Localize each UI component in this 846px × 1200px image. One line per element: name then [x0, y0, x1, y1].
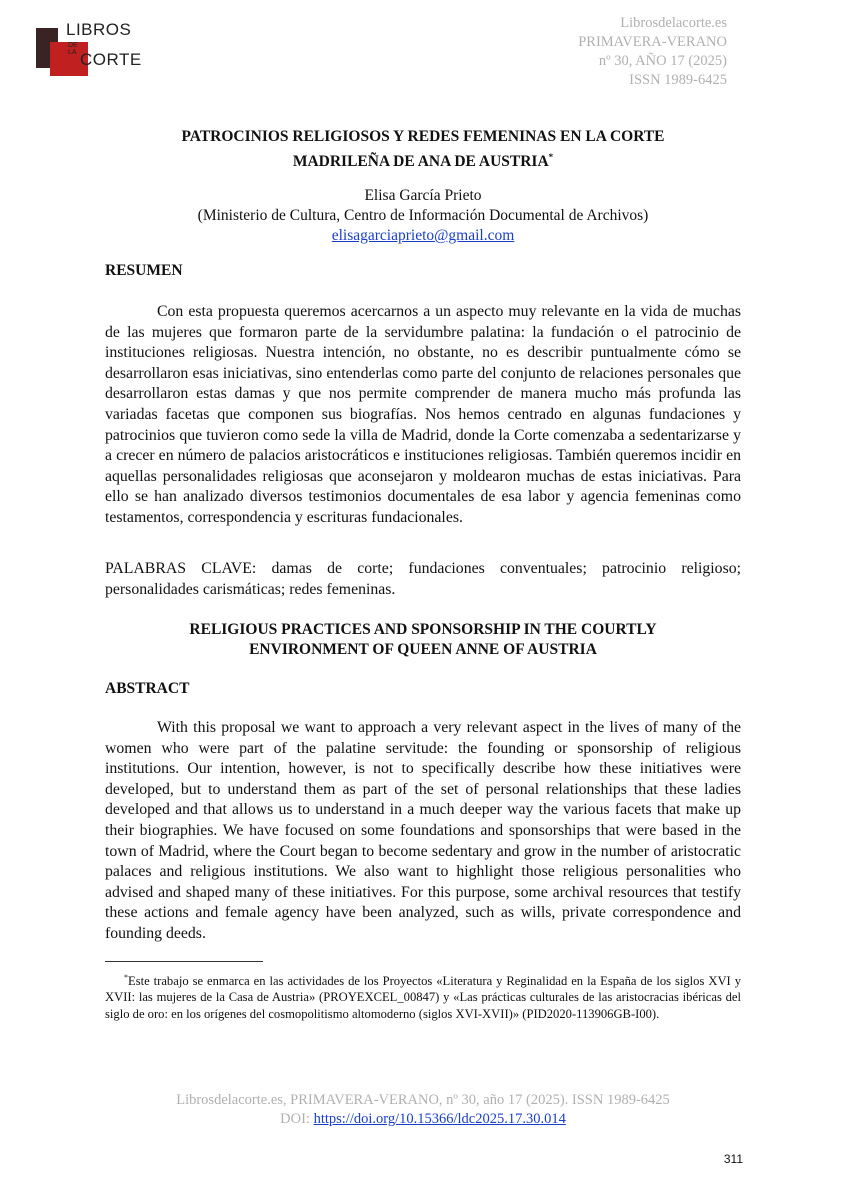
doi-link[interactable]: https://doi.org/10.15366/ldc2025.17.30.014: [313, 1111, 566, 1127]
page-number: 311: [723, 1152, 743, 1166]
journal-issue: PRIMAVERA-VERANO: [578, 34, 727, 50]
footnote: *Este trabajo se enmarca en las actividades de los Proyectos «Literatura y Reginalidad en la España de los siglos XVI y XVII: las mujeres de la Casa de Austria» (PROYEXCEL_00847) y «Las prácticas culturales de las aristocracias ibéricas del siglo de oro: en los orígenes del cosmopolitismo altomoderno (siglos XVI-XVII)» (PID2020-113906GB-I00).: [105, 973, 741, 1021]
footnote-mark: *: [124, 973, 128, 982]
article-title: PATROCINIOS RELIGIOSOS Y REDES FEMENINAS EN LA CORTE MADRILEÑA DE ANA DE AUSTRIA*: [181, 128, 665, 171]
keywords-paragraph: PALABRAS CLAVE: damas de corte; fundaciones conventuales; patrocinio religioso; personalidades carismáticas; redes femeninas.: [105, 560, 741, 598]
title-footnote-mark[interactable]: *: [548, 152, 554, 162]
logo-word-libros: LIBROS: [66, 20, 132, 39]
journal-number: nº 30, AÑO 17 (2025): [598, 53, 727, 69]
author-affiliation: (Ministerio de Cultura, Centro de Información Documental de Archivos): [197, 207, 649, 224]
journal-issn: ISSN 1989-6425: [629, 72, 727, 88]
logo-word-corte: CORTE: [80, 50, 142, 69]
doi-label: DOI:: [280, 1111, 314, 1127]
english-title: RELIGIOUS PRACTICES AND SPONSORSHIP IN THE COURTLY ENVIRONMENT OF QUEEN ANNE OF AUSTRIA: [189, 621, 657, 658]
footer-citation: Librosdelacorte.es, PRIMAVERA-VERANO, nº 30, año 17 (2025). ISSN 1989-6425: [176, 1092, 670, 1108]
resumen-paragraph: Con esta propuesta queremos acercarnos a un aspecto muy relevante en la vida de muchas de las mujeres que formaron parte de la servidumbre palatina: la fundación o el patrocinio de instituciones religiosas. Nuestra intención, no obstante, no es describir puntualmente cómo se desarrollaron esas iniciativas, sino entenderlas como parte del conjunto de relaciones personales que desarrollaron estas damas y que nos permite comprender de manera mucho más profunda las variadas facetas que componen sus biografías. Nos hemos centrado en algunas fundaciones y patrocinios que tuvieron como sede la villa de Madrid, donde la Corte comenzaba a sedentarizarse y a crecer en número de palacios aristocráticos e instituciones religiosas. También queremos incidir en aquellas personalidades religiosas que aconsejaron y moldearon muchas de estas iniciativas. Para ello se han analizado diversos testimonios documentales de esa labor y agencia femeninas como testamentos, correspondencia y escrituras fundacionales.: [105, 303, 741, 526]
resumen-heading: RESUMEN: [105, 262, 183, 279]
author-block: [100, 186, 746, 246]
logo-word-de-la: DE LA: [68, 42, 78, 56]
page-footer: [100, 1091, 746, 1129]
abstract-heading: ABSTRACT: [105, 680, 190, 697]
journal-site: Librosdelacorte.es: [620, 15, 727, 31]
author-email-link[interactable]: elisagarciaprieto@gmail.com: [331, 227, 515, 244]
journal-header: [578, 14, 727, 90]
author-name: Elisa García Prieto: [364, 187, 482, 204]
abstract-paragraph: With this proposal we want to approach a very relevant aspect in the lives of many of the women who were part of the palatine servitude: the founding or sponsorship of religious institutions. Our intention, however, is not to specifically describe how these initiatives were developed, but to understand them as part of the set of personal relationships that these ladies developed and that allows us to understand in a much deeper way the various facets that make up their biographies. We have focused on some foundations and sponsorships that were based in the town of Madrid, where the Court began to become sedentary and grow in the number of aristocratic palaces and religious institutions. We also want to highlight those religious personalities who advised and shaped many of these initiatives. For this purpose, some archival resources that testify these actions and female agency have been analyzed, such as wills, private correspondence and founding deeds.: [105, 719, 741, 942]
journal-logo: [36, 20, 142, 74]
footnote-divider: [105, 961, 263, 962]
